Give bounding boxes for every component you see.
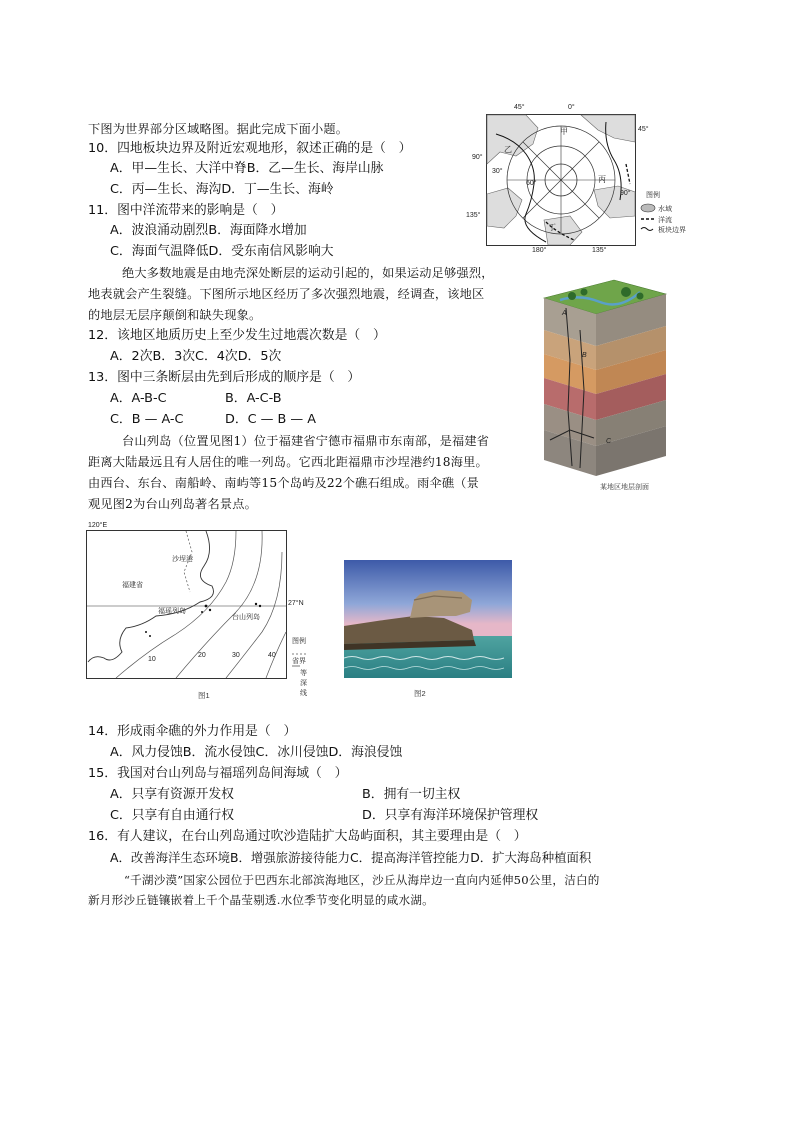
q10-option-d[interactable]: D．丁—生长、海岭 <box>221 182 334 197</box>
fig1-place-fuyao: 福瑶列岛 <box>158 608 186 615</box>
polar-label-30: 30° <box>492 168 503 175</box>
fig1-lat-label: 27°N <box>288 600 304 607</box>
q14-stem: 14．形成雨伞礁的外力作用是（ ） <box>88 724 297 739</box>
intro-taishan-line2: 距离大陆最远且有人居住的唯一列岛。它西北距福鼎市沙埕港约18海里。 <box>88 455 488 469</box>
q14-options <box>110 744 402 762</box>
fig1-place-shacheng: 沙埕港 <box>172 556 193 563</box>
fig1-place-fujian: 福建省 <box>122 582 143 589</box>
fig1-contour-40: 40 <box>268 652 276 659</box>
intro-earthquake-line2: 地表就会产生裂缝。下图所示地区经历了多次强烈地震，经调查，该地区 <box>88 287 485 301</box>
q13-option-a[interactable]: A．A-B-C <box>110 391 167 406</box>
q12-options <box>110 348 281 366</box>
q16-option-d[interactable]: D．扩大海岛种植面积 <box>470 850 592 865</box>
fig2-caption: 图2 <box>414 689 426 698</box>
strata-label-c: C <box>606 438 612 445</box>
fig1-caption: 图1 <box>198 691 210 700</box>
q14-option-a[interactable]: A．风力侵蚀 <box>110 745 183 760</box>
q10-options-row1 <box>110 160 383 178</box>
q12-option-c[interactable]: C．4次 <box>195 349 238 364</box>
q13-option-c[interactable]: C．B — A-C <box>110 412 184 427</box>
q14-option-d[interactable]: D．海浪侵蚀 <box>328 745 403 760</box>
strata-svg <box>540 270 670 480</box>
q10-option-a[interactable]: A．甲—生长、大洋中脊 <box>110 161 247 176</box>
polar-label-ding: 丁 <box>548 223 556 232</box>
q12-option-b[interactable]: B．3次 <box>152 349 196 364</box>
q16-option-b[interactable]: B．增强旅游接待能力 <box>230 850 351 865</box>
q15-option-a[interactable]: A．只享有资源开发权 <box>110 787 234 802</box>
q11-option-d[interactable]: D．受东南信风影响大 <box>208 244 334 259</box>
fig1-place-taishan: 台山列岛 <box>232 614 260 621</box>
intro-desert-line2: 新月形沙丘链镶嵌着上千个晶莹剔透.水位季节变化明显的咸水湖。 <box>88 893 434 907</box>
fig1-lon-label: 120°E <box>88 522 108 529</box>
polar-label-90e: 90° <box>620 190 631 197</box>
q11-options-row2 <box>110 243 334 261</box>
q13-option-b[interactable]: B．A-C-B <box>225 391 282 406</box>
q16-stem: 16．有人建议，在台山列岛通过吹沙造陆扩大岛屿面积，其主要理由是（ ） <box>88 829 527 844</box>
intro-taishan-line1: 台山列岛（位置见图1）位于福建省宁德市福鼎市东南部，是福建省 <box>122 434 490 448</box>
q15-option-b[interactable]: B．拥有一切主权 <box>362 787 461 802</box>
intro-desert-line1: “千湖沙漠”国家公园位于巴西东北部滨海地区，沙丘从海岸边一直向内延伸50公里，洁白的 <box>124 873 600 887</box>
q14-option-b[interactable]: B．流水侵蚀 <box>182 745 256 760</box>
q14-option-c[interactable]: C．冰川侵蚀 <box>255 745 329 760</box>
fig1-contour-10: 10 <box>148 656 156 663</box>
polar-label-jia: 甲 <box>560 127 568 136</box>
q11-option-a[interactable]: A．波浪涌动剧烈 <box>110 223 209 238</box>
q10-option-c[interactable]: C．丙—生长、海沟 <box>110 182 222 197</box>
q10-options-row2 <box>110 181 334 199</box>
q16-options <box>110 849 591 867</box>
q10-option-b[interactable]: B．乙—生长、海岸山脉 <box>246 161 384 176</box>
intro-world-map: 下图为世界部分区域略图。据此完成下面小题。 <box>88 122 349 136</box>
polar-label-0: 0° <box>568 104 575 111</box>
figure-1-taishan-map <box>86 522 310 704</box>
q15-option-c[interactable]: C．只享有自由通行权 <box>110 808 235 823</box>
figure-2-umbrella-rock <box>344 560 512 700</box>
q11-options-row1 <box>110 222 307 240</box>
strata-caption: 某地区地层剖面 <box>600 484 649 491</box>
fig1-legend-title: 图例 <box>292 638 306 645</box>
q12-option-a[interactable]: A．2次 <box>110 349 153 364</box>
q10-stem: 10．四地板块边界及附近宏观地形，叙述正确的是（ ） <box>88 141 412 156</box>
q11-option-c[interactable]: C．海面气温降低 <box>110 244 209 259</box>
figure-polar-map <box>466 104 706 256</box>
polar-label-yi: 乙 <box>504 145 512 154</box>
fig1-legend-border: 省界 <box>292 658 306 665</box>
q12-stem: 12．该地区地质历史上至少发生过地震次数是（ ） <box>88 328 386 343</box>
q11-option-b[interactable]: B．海面降水增加 <box>208 223 307 238</box>
intro-earthquake-line3: 的地层无层序颠倒和缺失现象。 <box>88 308 262 322</box>
q13-stem: 13．图中三条断层由先到后形成的顺序是（ ） <box>88 370 361 385</box>
polar-legend-boundary: 板块边界 <box>658 227 686 234</box>
intro-taishan-line3: 由西台、东台、南船岭、南屿等15个岛屿及22个礁石组成。雨伞礁（景 <box>88 476 480 490</box>
figure-strata-block <box>540 270 670 495</box>
polar-label-180: 180° <box>532 247 547 254</box>
intro-taishan-line4: 观见图2为台山列岛著名景点。 <box>88 497 257 511</box>
fig1-contour-30: 30 <box>232 652 240 659</box>
strata-label-b: B <box>582 352 587 359</box>
polar-label-45w: 45° <box>514 104 525 111</box>
polar-legend-current: 洋流 <box>658 217 672 224</box>
polar-legend-title: 图例 <box>646 192 660 199</box>
q12-option-d[interactable]: D．5次 <box>237 349 282 364</box>
fig1-contour-20: 20 <box>198 652 206 659</box>
polar-label-45e: 45° <box>638 126 649 133</box>
umbrella-rock-photo <box>344 560 512 678</box>
fig1-legend-depth: 等深线 <box>300 670 307 697</box>
q15-stem: 15．我国对台山列岛与福瑶列岛间海域（ ） <box>88 766 348 781</box>
polar-label-90w: 90° <box>472 154 483 161</box>
q15-option-d[interactable]: D．只享有海洋环境保护管理权 <box>362 808 539 823</box>
intro-earthquake-line1: 绝大多数地震是由地壳深处断层的运动引起的，如果运动足够强烈， <box>122 266 494 280</box>
polar-label-135w: 135° <box>466 212 481 219</box>
q16-option-a[interactable]: A．改善海洋生态环境 <box>110 850 230 865</box>
q16-option-c[interactable]: C．提高海洋管控能力 <box>350 850 471 865</box>
strata-label-a: A <box>562 310 567 317</box>
polar-label-60: 60° <box>526 180 537 187</box>
polar-legend-water: 水域 <box>658 206 672 213</box>
polar-label-bing: 丙 <box>598 175 606 184</box>
polar-label-135e: 135° <box>592 247 607 254</box>
q11-stem: 11．图中洋流带来的影响是（ ） <box>88 203 284 218</box>
q13-option-d[interactable]: D．C — B — A <box>225 412 316 427</box>
